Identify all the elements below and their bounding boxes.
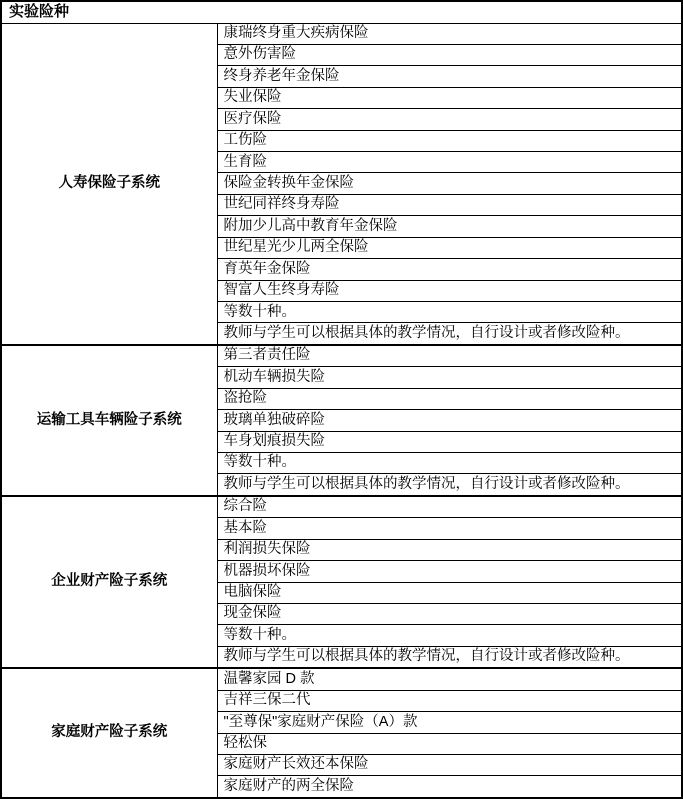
insurance-item-cell: 失业保险 bbox=[217, 87, 682, 108]
insurance-item-cell: 基本险 bbox=[217, 518, 682, 539]
insurance-item-cell: 车身划痕损失险 bbox=[217, 431, 682, 452]
insurance-item-cell: 家庭财产长效还本保险 bbox=[217, 754, 682, 775]
insurance-item-cell: 终身养老年金保险 bbox=[217, 66, 682, 87]
table-row bbox=[1, 345, 682, 367]
insurance-item-cell: 医疗保险 bbox=[217, 109, 682, 130]
table-header-row bbox=[1, 1, 682, 23]
insurance-item-cell: 世纪同祥终身寿险 bbox=[217, 194, 682, 215]
section-label-cell: 人寿保险子系统 bbox=[1, 23, 217, 345]
insurance-item-cell: 教师与学生可以根据具体的教学情况，自行设计或者修改险种。 bbox=[217, 646, 682, 668]
insurance-item-cell: 机动车辆损失险 bbox=[217, 367, 682, 388]
insurance-item-cell: 盗抢险 bbox=[217, 388, 682, 409]
insurance-item-cell: 教师与学生可以根据具体的教学情况，自行设计或者修改险种。 bbox=[217, 474, 682, 496]
insurance-item-cell: 保险金转换年金保险 bbox=[217, 173, 682, 194]
insurance-item-cell: "至尊保"家庭财产保险（A）款 bbox=[217, 712, 682, 733]
table-row bbox=[1, 23, 682, 44]
section-label-cell: 家庭财产险子系统 bbox=[1, 668, 217, 798]
insurance-item-cell: 育英年金保险 bbox=[217, 259, 682, 280]
insurance-item-cell: 康瑞终身重大疾病保险 bbox=[217, 23, 682, 44]
insurance-item-cell: 意外伤害险 bbox=[217, 44, 682, 65]
table-title: 实验险种 bbox=[1, 1, 682, 23]
insurance-item-cell: 玻璃单独破碎险 bbox=[217, 410, 682, 431]
insurance-item-cell: 利润损失保险 bbox=[217, 539, 682, 560]
insurance-item-cell: 温馨家园 D 款 bbox=[217, 668, 682, 690]
insurance-item-cell: 生育险 bbox=[217, 152, 682, 173]
section-label-cell: 企业财产险子系统 bbox=[1, 496, 217, 668]
section-label-cell: 运输工具车辆险子系统 bbox=[1, 345, 217, 496]
insurance-item-cell: 智富人生终身寿险 bbox=[217, 280, 682, 301]
table-row bbox=[1, 668, 682, 690]
insurance-item-cell: 现金保险 bbox=[217, 603, 682, 624]
insurance-item-cell: 轻松保 bbox=[217, 733, 682, 754]
table-row bbox=[1, 496, 682, 518]
insurance-item-cell: 等数十种。 bbox=[217, 301, 682, 322]
insurance-item-cell: 工伤险 bbox=[217, 130, 682, 151]
insurance-item-cell: 等数十种。 bbox=[217, 452, 682, 473]
insurance-item-cell: 综合险 bbox=[217, 496, 682, 518]
insurance-item-cell: 第三者责任险 bbox=[217, 345, 682, 367]
insurance-item-cell: 等数十种。 bbox=[217, 625, 682, 646]
insurance-item-cell: 世纪星光少儿两全保险 bbox=[217, 237, 682, 258]
insurance-item-cell: 家庭财产的两全保险 bbox=[217, 776, 682, 798]
insurance-item-cell: 电脑保险 bbox=[217, 582, 682, 603]
insurance-item-cell: 吉祥三保二代 bbox=[217, 690, 682, 711]
insurance-item-cell: 机器损坏保险 bbox=[217, 561, 682, 582]
insurance-item-cell: 教师与学生可以根据具体的教学情况，自行设计或者修改险种。 bbox=[217, 323, 682, 345]
insurance-item-cell: 附加少儿高中教育年金保险 bbox=[217, 216, 682, 237]
